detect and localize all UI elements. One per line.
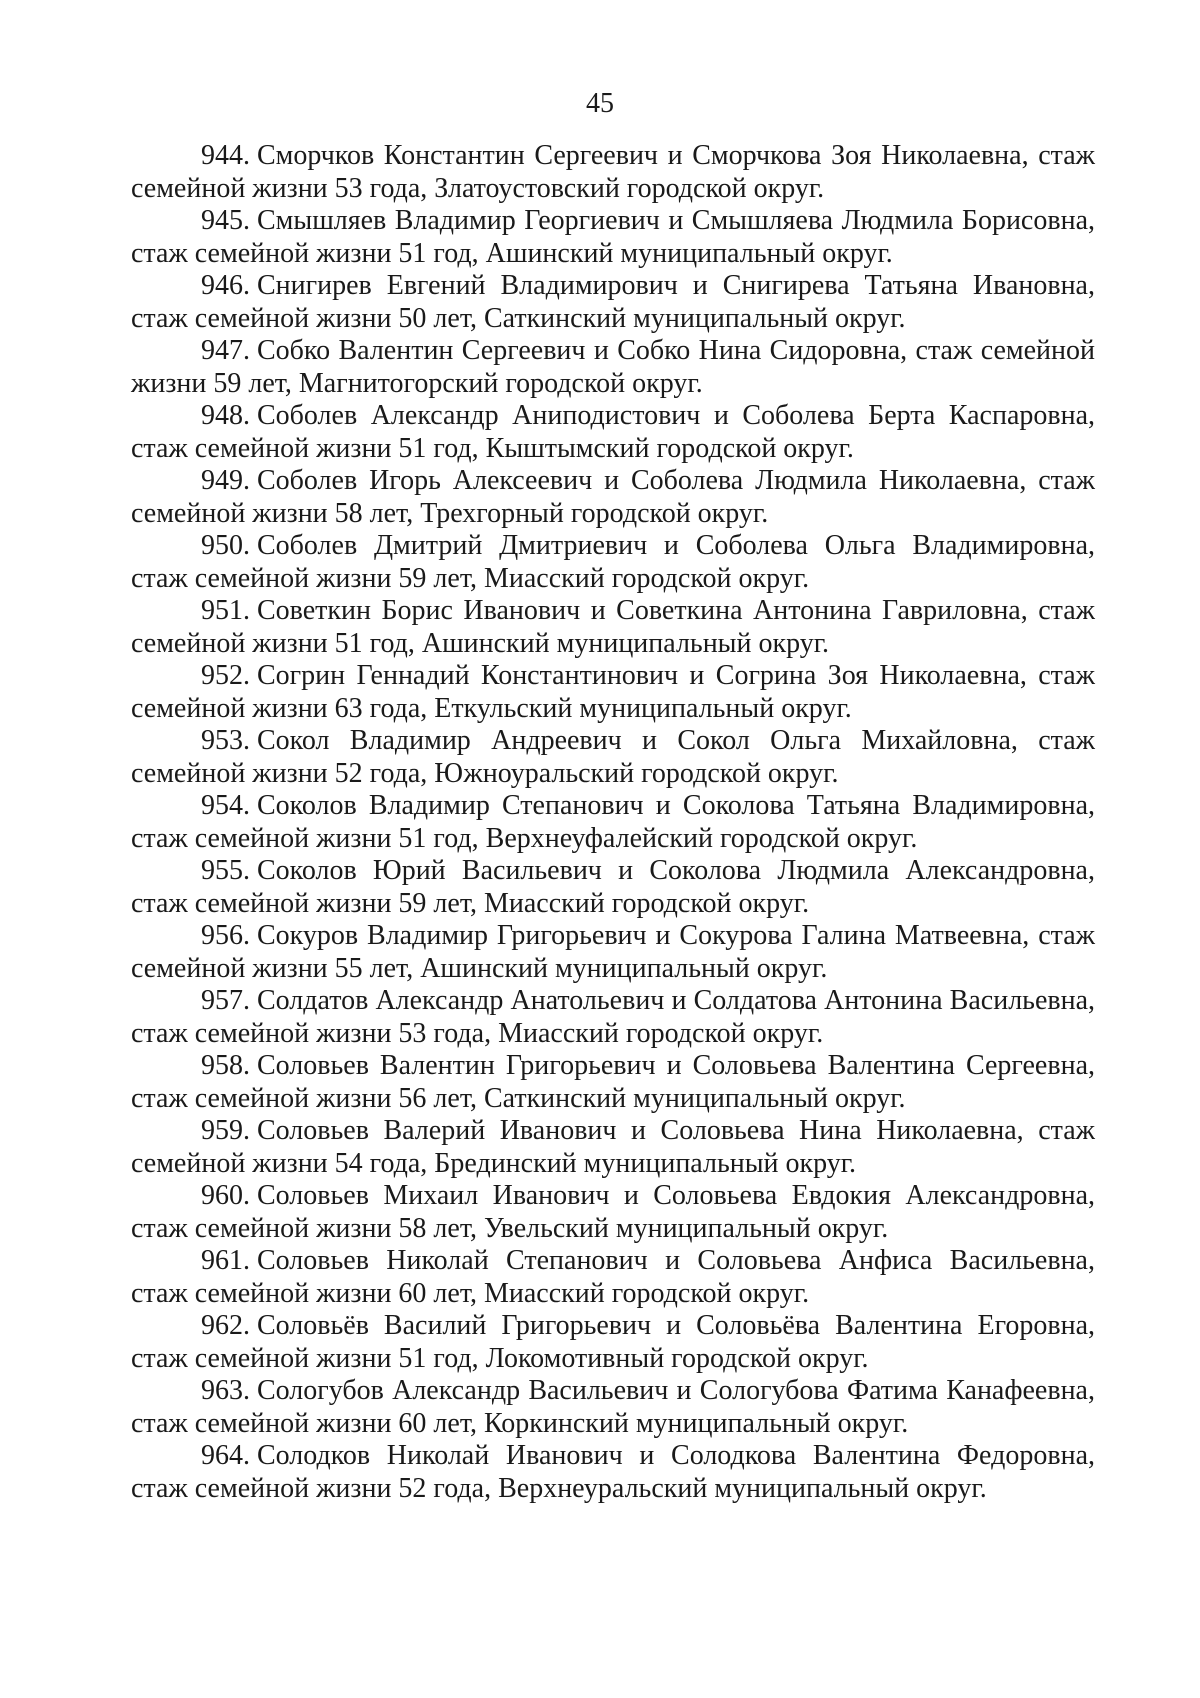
entry-text: Согрин Геннадий Константинович и Согрина Зоя Николаевна, стаж семейной жизни 63 года, Еткульский муниципальный округ. (131, 660, 1095, 724)
list-item (131, 465, 1095, 530)
list-item (131, 660, 1095, 725)
list-item (131, 1050, 1095, 1115)
award-list (131, 140, 1095, 1505)
list-item (131, 335, 1095, 400)
entry-text: Сморчков Константин Сергеевич и Сморчкова Зоя Николаевна, стаж семейной жизни 53 года, Златоустовский городской округ. (131, 140, 1095, 204)
entry-number: 958. (201, 1050, 250, 1081)
list-item (131, 1245, 1095, 1310)
entry-number: 964. (201, 1440, 250, 1471)
entry-text: Соловьев Михаил Иванович и Соловьева Евдокия Александровна, стаж семейной жизни 58 лет, Увельский муниципальный округ. (131, 1180, 1095, 1244)
entry-number: 944. (201, 140, 250, 171)
list-item (131, 1440, 1095, 1505)
list-item (131, 1375, 1095, 1440)
entry-number: 957. (201, 985, 250, 1016)
entry-text: Сокуров Владимир Григорьевич и Сокурова Галина Матвеевна, стаж семейной жизни 55 лет, Ашинский муниципальный округ. (131, 920, 1095, 984)
entry-text: Соловьев Валентин Григорьевич и Соловьева Валентина Сергеевна, стаж семейной жизни 56 лет, Саткинский муниципальный округ. (131, 1050, 1095, 1114)
entry-number: 949. (201, 465, 250, 496)
list-item (131, 530, 1095, 595)
entry-number: 956. (201, 920, 250, 951)
list-item (131, 855, 1095, 920)
list-item (131, 920, 1095, 985)
entry-text: Соболев Игорь Алексеевич и Соболева Людмила Николаевна, стаж семейной жизни 58 лет, Трехгорный городской округ. (131, 465, 1095, 529)
entry-text: Смышляев Владимир Георгиевич и Смышляева Людмила Борисовна, стаж семейной жизни 51 год, Ашинский муниципальный округ. (131, 205, 1095, 269)
entry-text: Сокол Владимир Андреевич и Сокол Ольга Михайловна, стаж семейной жизни 52 года, Южноуральский городской округ. (131, 725, 1095, 789)
entry-text: Соловьёв Василий Григорьевич и Соловьёва Валентина Егоровна, стаж семейной жизни 51 год, Локомотивный городской округ. (131, 1310, 1095, 1374)
list-item (131, 270, 1095, 335)
entry-number: 961. (201, 1245, 250, 1276)
entry-text: Соколов Владимир Степанович и Соколова Татьяна Владимировна, стаж семейной жизни 51 год, Верхнеуфалейский городской округ. (131, 790, 1095, 854)
entry-text: Солдатов Александр Анатольевич и Солдатова Антонина Васильевна, стаж семейной жизни 53 года, Миасский городской округ. (131, 985, 1095, 1049)
list-item (131, 595, 1095, 660)
list-item (131, 725, 1095, 790)
list-item (131, 1115, 1095, 1180)
entry-text: Соболев Александр Аниподистович и Соболева Берта Каспаровна, стаж семейной жизни 51 год, Кыштымский городской округ. (131, 400, 1095, 464)
entry-number: 946. (201, 270, 250, 301)
entry-text: Советкин Борис Иванович и Советкина Антонина Гавриловна, стаж семейной жизни 51 год, Ашинский муниципальный округ. (131, 595, 1095, 659)
entry-text: Соколов Юрий Васильевич и Соколова Людмила Александровна, стаж семейной жизни 59 лет, Миасский городской округ. (131, 855, 1095, 919)
list-item (131, 790, 1095, 855)
entry-number: 959. (201, 1115, 250, 1146)
entry-text: Соболев Дмитрий Дмитриевич и Соболева Ольга Владимировна, стаж семейной жизни 59 лет, Миасский городской округ. (131, 530, 1095, 594)
list-item (131, 205, 1095, 270)
entry-text: Сологубов Александр Васильевич и Сологубова Фатима Канафеевна, стаж семейной жизни 60 лет, Коркинский муниципальный округ. (131, 1375, 1095, 1439)
entry-number: 952. (201, 660, 250, 691)
entry-number: 950. (201, 530, 250, 561)
entry-number: 953. (201, 725, 250, 756)
entry-text: Соловьев Валерий Иванович и Соловьева Нина Николаевна, стаж семейной жизни 54 года, Брединский муниципальный округ. (131, 1115, 1095, 1179)
entry-number: 951. (201, 595, 250, 626)
entry-number: 955. (201, 855, 250, 886)
entry-number: 945. (201, 205, 250, 236)
entry-text: Собко Валентин Сергеевич и Собко Нина Сидоровна, стаж семейной жизни 59 лет, Магнитогорский городской округ. (131, 335, 1095, 399)
page-number: 45 (586, 88, 614, 119)
entry-text: Соловьев Николай Степанович и Соловьева Анфиса Васильевна, стаж семейной жизни 60 лет, Миасский городской округ. (131, 1245, 1095, 1309)
entry-text: Снигирев Евгений Владимирович и Снигирева Татьяна Ивановна, стаж семейной жизни 50 лет, Саткинский муниципальный округ. (131, 270, 1095, 334)
entry-number: 962. (201, 1310, 250, 1341)
entry-number: 947. (201, 335, 250, 366)
list-item (131, 1310, 1095, 1375)
list-item (131, 985, 1095, 1050)
list-item (131, 140, 1095, 205)
list-item (131, 1180, 1095, 1245)
entry-number: 948. (201, 400, 250, 431)
list-item (131, 400, 1095, 465)
entry-number: 963. (201, 1375, 250, 1406)
entry-number: 954. (201, 790, 250, 821)
entry-text: Солодков Николай Иванович и Солодкова Валентина Федоровна, стаж семейной жизни 52 года, Верхнеуральский муниципальный округ. (131, 1440, 1095, 1504)
entry-number: 960. (201, 1180, 250, 1211)
